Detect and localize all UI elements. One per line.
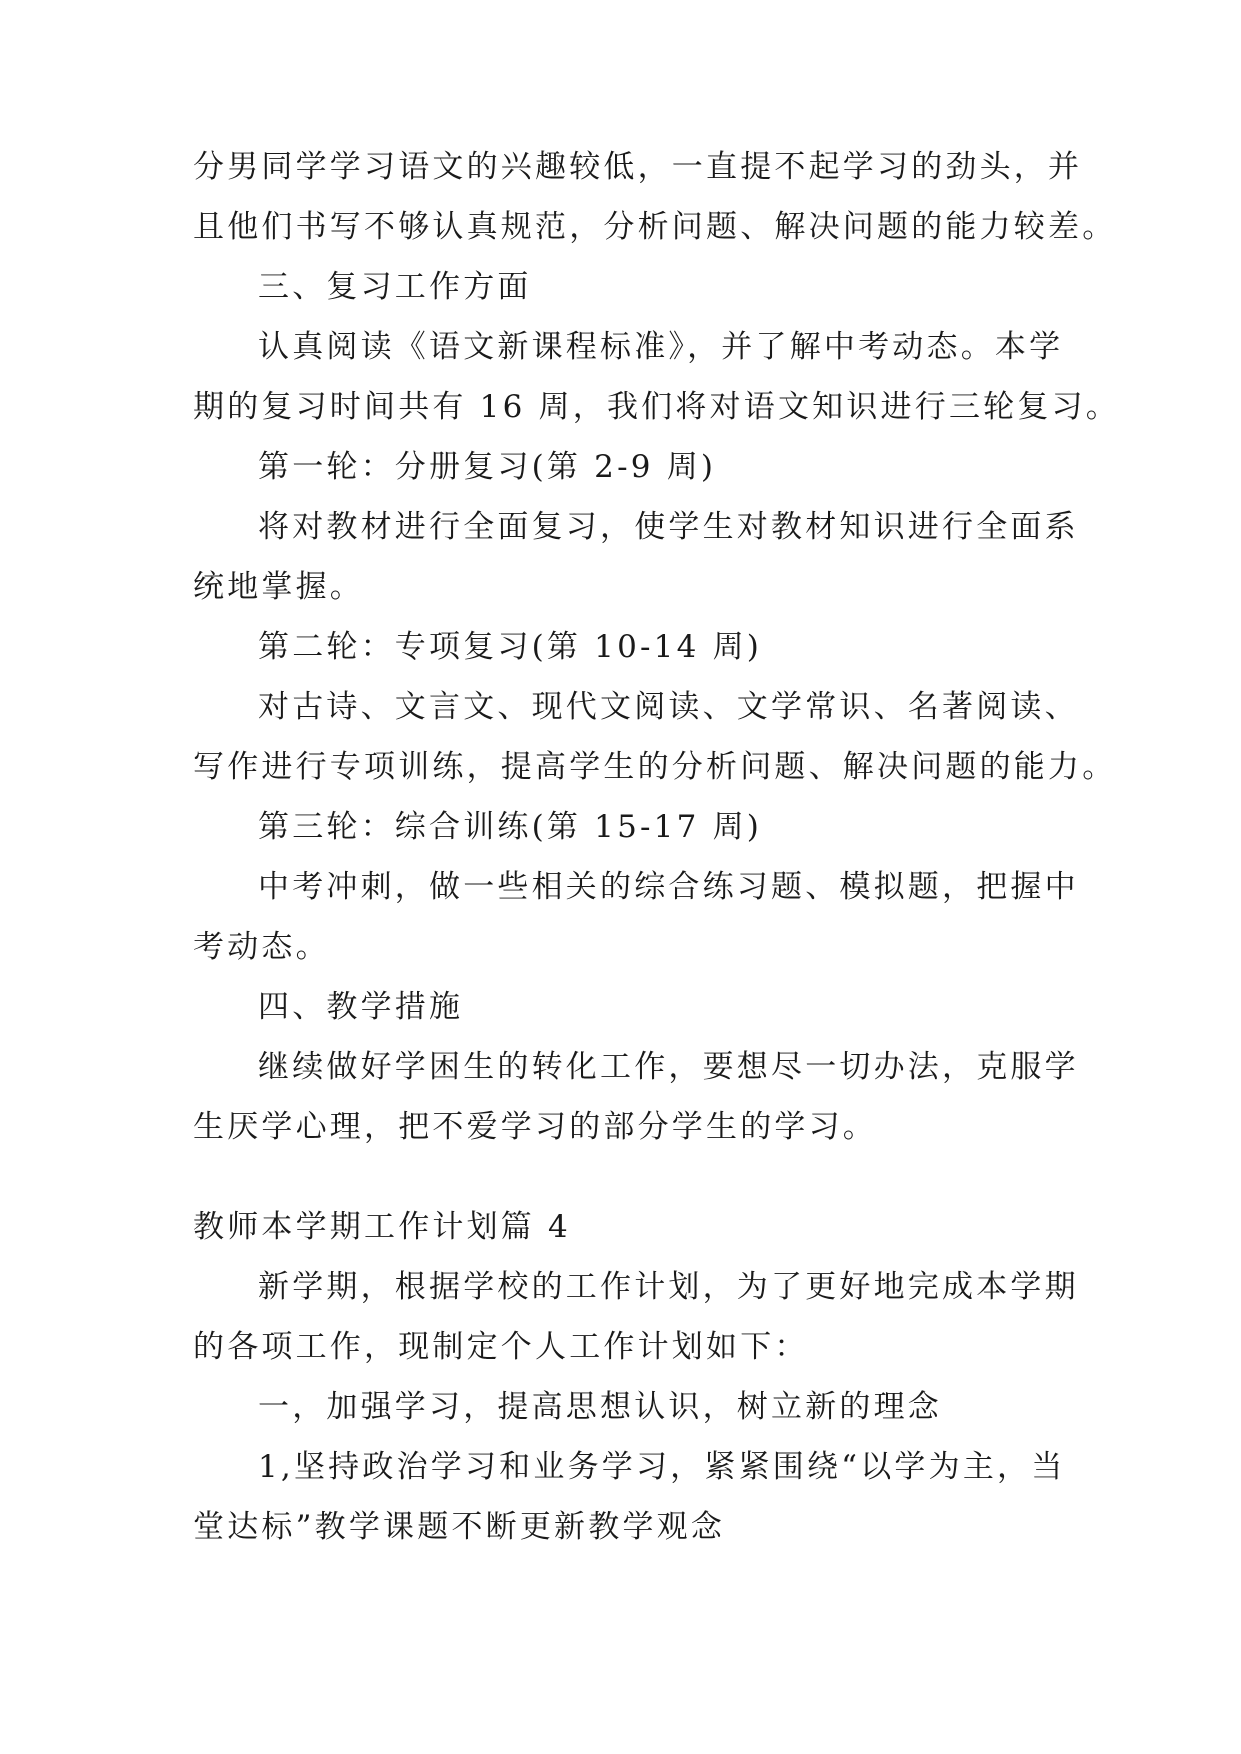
section-heading: 四、教学措施 [258,989,464,1025]
text-line: 继续做好学困生的转化工作，要想尽一切办法，克服学 [258,1049,1079,1085]
text-line: 新学期，根据学校的工作计划，为了更好地完成本学期 [258,1269,1079,1305]
text-line: 堂达标”教学课题不断更新教学观念 [193,1509,726,1545]
text-line: 的各项工作，现制定个人工作计划如下： [193,1329,809,1365]
text-line: 第一轮：分册复习(第 2-9 周) [258,449,717,485]
text-line: 将对教材进行全面复习，使学生对教材知识进行全面系 [258,509,1079,545]
text-line: 统地掌握。 [193,569,364,605]
text-line: 1,坚持政治学习和业务学习，紧紧围绕“以学为主，当 [258,1449,1066,1485]
text-line: 且他们书写不够认真规范，分析问题、解决问题的能力较差。 [193,209,1117,245]
section-heading: 三、复习工作方面 [258,269,532,305]
text-line: 写作进行专项训练，提高学生的分析问题、解决问题的能力。 [193,749,1117,785]
text-line: 中考冲刺，做一些相关的综合练习题、模拟题，把握中 [258,869,1079,905]
text-line: 分男同学学习语文的兴趣较低，一直提不起学习的劲头，并 [193,149,1083,185]
article-title: 教师本学期工作计划篇 4 [193,1209,571,1245]
text-line: 对古诗、文言文、现代文阅读、文学常识、名著阅读、 [258,689,1079,725]
text-line: 第三轮：综合训练(第 15-17 周) [258,809,763,845]
text-line: 期的复习时间共有 16 周，我们将对语文知识进行三轮复习。 [193,389,1120,425]
section-heading: 一，加强学习，提高思想认识，树立新的理念 [258,1389,942,1425]
text-line: 第二轮：专项复习(第 10-14 周) [258,629,763,665]
text-line: 生厌学心理，把不爱学习的部分学生的学习。 [193,1109,877,1145]
text-line: 认真阅读《语文新课程标准》，并了解中考动态。本学 [258,329,1064,365]
text-line: 考动态。 [193,929,330,965]
